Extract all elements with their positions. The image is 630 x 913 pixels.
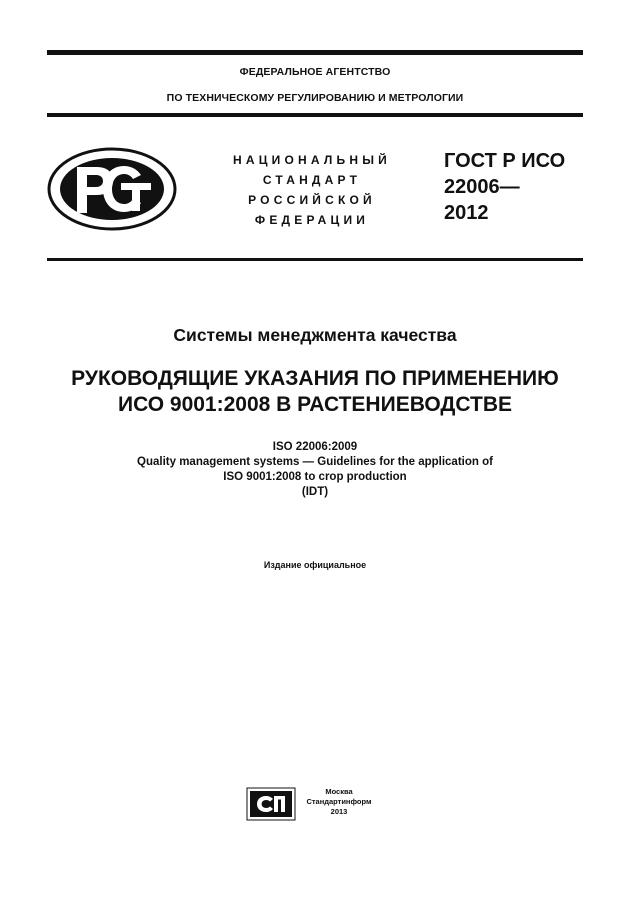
iso-reference-line: ISO 22006:2009: [272, 441, 358, 453]
document-title-line: РУКОВОДЯЩИЕ УКАЗАНИЯ ПО ПРИМЕНЕНИЮ: [71, 367, 559, 390]
publisher-line: Стандартинформ: [306, 797, 372, 806]
standard-code-line: ГОСТ Р ИСО: [444, 150, 566, 172]
document-title-line: ИСО 9001:2008 В РАСТЕНИЕВОДСТВЕ: [117, 393, 513, 416]
iso-reference-line: ISO 9001:2008 to crop production: [223, 471, 407, 483]
rst-certification-mark-icon: [47, 147, 177, 231]
publisher-line: 2013: [330, 807, 348, 816]
publisher-info: [294, 787, 384, 817]
iso-reference: [47, 440, 583, 500]
national-standard-label: [214, 150, 410, 230]
national-standard-line: НАЦИОНАЛЬНЫЙ: [232, 153, 392, 167]
standard-code-line: 22006—: [444, 176, 520, 198]
national-standard-line: РОССИЙСКОЙ: [248, 193, 376, 207]
agency-name-line-1: ФЕДЕРАЛЬНОЕ АГЕНТСТВО: [239, 66, 391, 78]
top-rule: [47, 50, 583, 55]
document-title: [30, 366, 600, 418]
iso-reference-line: Quality management systems — Guidelines for the application of: [137, 456, 493, 468]
agency-name-line-2: ПО ТЕХНИЧЕСКОМУ РЕГУЛИРОВАНИЮ И МЕТРОЛОГИИ: [166, 92, 464, 104]
national-standard-line: СТАНДАРТ: [262, 173, 362, 187]
standard-code: [444, 148, 594, 226]
middle-rule: [47, 113, 583, 117]
edition-label: Издание официальное: [263, 560, 367, 570]
iso-reference-line: (IDT): [301, 486, 329, 498]
publisher-line: Москва: [325, 787, 353, 796]
national-standard-line: ФЕДЕРАЦИИ: [254, 213, 370, 227]
document-subtitle: Системы менеджмента качества: [173, 325, 457, 345]
bottom-rule: [47, 258, 583, 261]
standard-code-line: 2012: [444, 202, 489, 224]
standartinform-logo-icon: [246, 787, 296, 821]
